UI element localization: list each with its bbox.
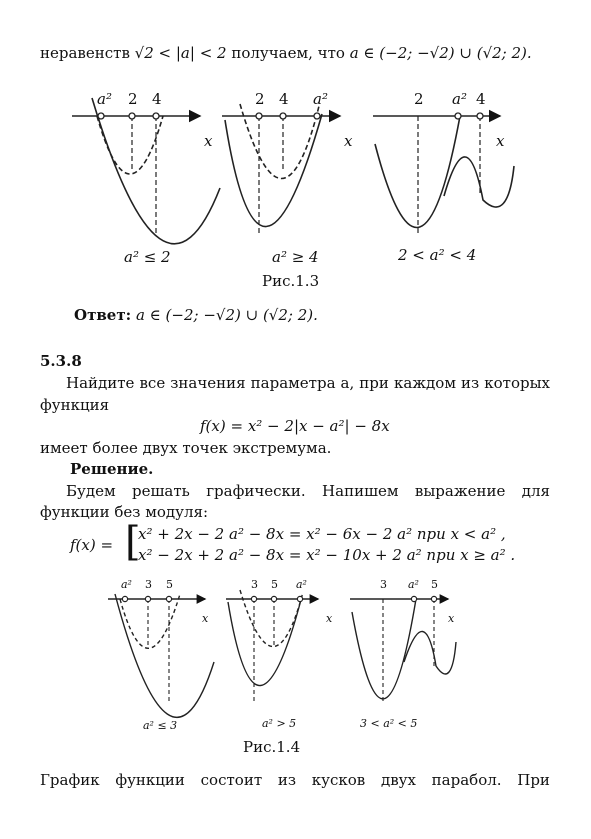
problem-text-line-3: имеет более двух точек экстремума. — [40, 439, 332, 457]
last-word-8: При — [517, 771, 550, 789]
last-word-4: из — [277, 771, 297, 789]
fig14-g3-axis-label: x — [448, 612, 455, 625]
problem-formula: f(x) = x² − 2|x − a²| − 8x — [200, 417, 390, 435]
answer-line — [74, 306, 318, 324]
fig13-g2-tick-3: a² — [313, 90, 328, 108]
fig14-g1-point-1 — [122, 596, 127, 601]
solution-case-2: x² − 2x + 2 a² − 8x = x² − 10x + 2 a² при x ≥ a² . — [138, 546, 516, 564]
fig14-g2-tick-1: 3 — [251, 578, 258, 591]
fig13-g2-point-1 — [256, 113, 262, 119]
fig13-g1-point-2 — [129, 113, 135, 119]
problem-text-line-1: Найдите все значения параметра a, при каждом из которых — [66, 374, 550, 392]
solution-bracket: [ — [125, 519, 141, 565]
fig14-g3-point-2 — [411, 596, 416, 601]
last-word-1: График — [40, 771, 100, 789]
fig13-g3-tick-1: 2 — [414, 90, 424, 108]
fig13-g1-tick-2: 2 — [128, 90, 138, 108]
last-word-3: состоит — [200, 771, 263, 789]
solution-word-3: графически. — [206, 482, 306, 500]
line-1-result: a ∈ (−2; −√2) ∪ (√2; 2). — [349, 44, 532, 62]
line-1 — [40, 44, 532, 62]
problem-number: 5.3.8 — [40, 352, 82, 370]
fig14-g1-tick-3: 5 — [166, 578, 173, 591]
fig14-g3-tick-3: 5 — [431, 578, 438, 591]
fig13-g3-point-2 — [455, 113, 461, 119]
fig13-g1-label: a² ≤ 2 — [124, 248, 171, 266]
problem-text-line-2: функция — [40, 396, 110, 414]
fig14-g2-parabola-solid — [228, 596, 302, 686]
fig14-g2-axis-label: x — [326, 612, 333, 625]
fig14-g1-tick-2: 3 — [145, 578, 152, 591]
fig14-g3-tick-1: 3 — [380, 578, 387, 591]
solution-word-2: решать — [132, 482, 190, 500]
last-word-6: двух — [380, 771, 416, 789]
last-word-5: кусков — [311, 771, 366, 789]
fig14-caption: Рис.1.4 — [243, 738, 301, 756]
fig14-g1-axis-label: x — [202, 612, 209, 625]
last-word-7: парабол. — [431, 771, 502, 789]
fig14-g2-tick-2: 5 — [271, 578, 278, 591]
fig13-g1-point-1 — [98, 113, 104, 119]
last-line — [40, 771, 550, 789]
fig13-g2-point-3 — [314, 113, 320, 119]
solution-case-1: x² + 2x − 2 a² − 8x = x² − 6x − 2 a² при x < a² , — [138, 525, 506, 543]
fig14-g2-point-1 — [251, 596, 256, 601]
fig13-g2-axis-label: x — [344, 132, 353, 150]
line-1-prefix: неравенств — [40, 44, 130, 62]
answer-label: Ответ: — [74, 306, 132, 324]
fig13-g2-parabola-solid — [225, 114, 322, 227]
figure-1-4 — [0, 572, 591, 762]
fig14-g2-point-3 — [297, 596, 302, 601]
solution-word-6: для — [521, 482, 550, 500]
fig13-g3-point-3 — [477, 113, 483, 119]
solution-word-4: Напишем — [322, 482, 399, 500]
solution-fx: f(x) = — [70, 536, 114, 554]
fig14-g2-tick-3: a² — [296, 578, 307, 591]
fig13-g2-tick-1: 2 — [255, 90, 265, 108]
fig14-g2-point-2 — [271, 596, 276, 601]
last-word-2: функции — [115, 771, 185, 789]
fig14-g1-point-2 — [145, 596, 150, 601]
figure-1-3 — [0, 84, 591, 294]
solution-heading: Решение. — [70, 460, 154, 478]
fig13-g3-label: 2 < a² < 4 — [398, 246, 477, 264]
fig13-g3-parabola-right — [444, 157, 514, 207]
solution-word-1: Будем — [66, 482, 116, 500]
solution-word-5: выражение — [414, 482, 506, 500]
fig14-g3-parabola-left — [352, 599, 416, 699]
fig14-g2-label: a² > 5 — [262, 717, 297, 730]
fig13-g3-axis-label: x — [496, 132, 505, 150]
fig14-g1-parabola-solid — [115, 594, 214, 717]
fig13-g1-tick-3: 4 — [152, 90, 162, 108]
fig13-g1-axis-label: x — [204, 132, 213, 150]
solution-line-1 — [66, 482, 550, 500]
solution-line-2: функции без модуля: — [40, 503, 209, 521]
fig13-g2-label: a² ≥ 4 — [272, 248, 319, 266]
fig13-g3-tick-3: 4 — [476, 90, 486, 108]
fig14-g1-tick-1: a² — [121, 578, 132, 591]
fig14-g3-parabola-right — [404, 631, 456, 674]
fig14-g3-label: 3 < a² < 5 — [360, 717, 418, 730]
fig14-g1-label: a² ≤ 3 — [143, 719, 178, 732]
fig13-g2-point-2 — [280, 113, 286, 119]
line-1-mid: получаем, что — [231, 44, 345, 62]
fig14-g3-tick-2: a² — [408, 578, 419, 591]
fig13-g1-point-3 — [153, 113, 159, 119]
fig13-g2-tick-2: 4 — [279, 90, 289, 108]
fig13-caption: Рис.1.3 — [262, 272, 320, 290]
line-1-inequality: √2 < |a| < 2 — [134, 44, 227, 62]
fig13-g3-tick-2: a² — [452, 90, 467, 108]
fig13-g1-tick-1: a² — [97, 90, 112, 108]
fig14-g3-point-3 — [431, 596, 436, 601]
answer-value: a ∈ (−2; −√2) ∪ (√2; 2). — [135, 306, 318, 324]
fig14-g1-point-3 — [166, 596, 171, 601]
